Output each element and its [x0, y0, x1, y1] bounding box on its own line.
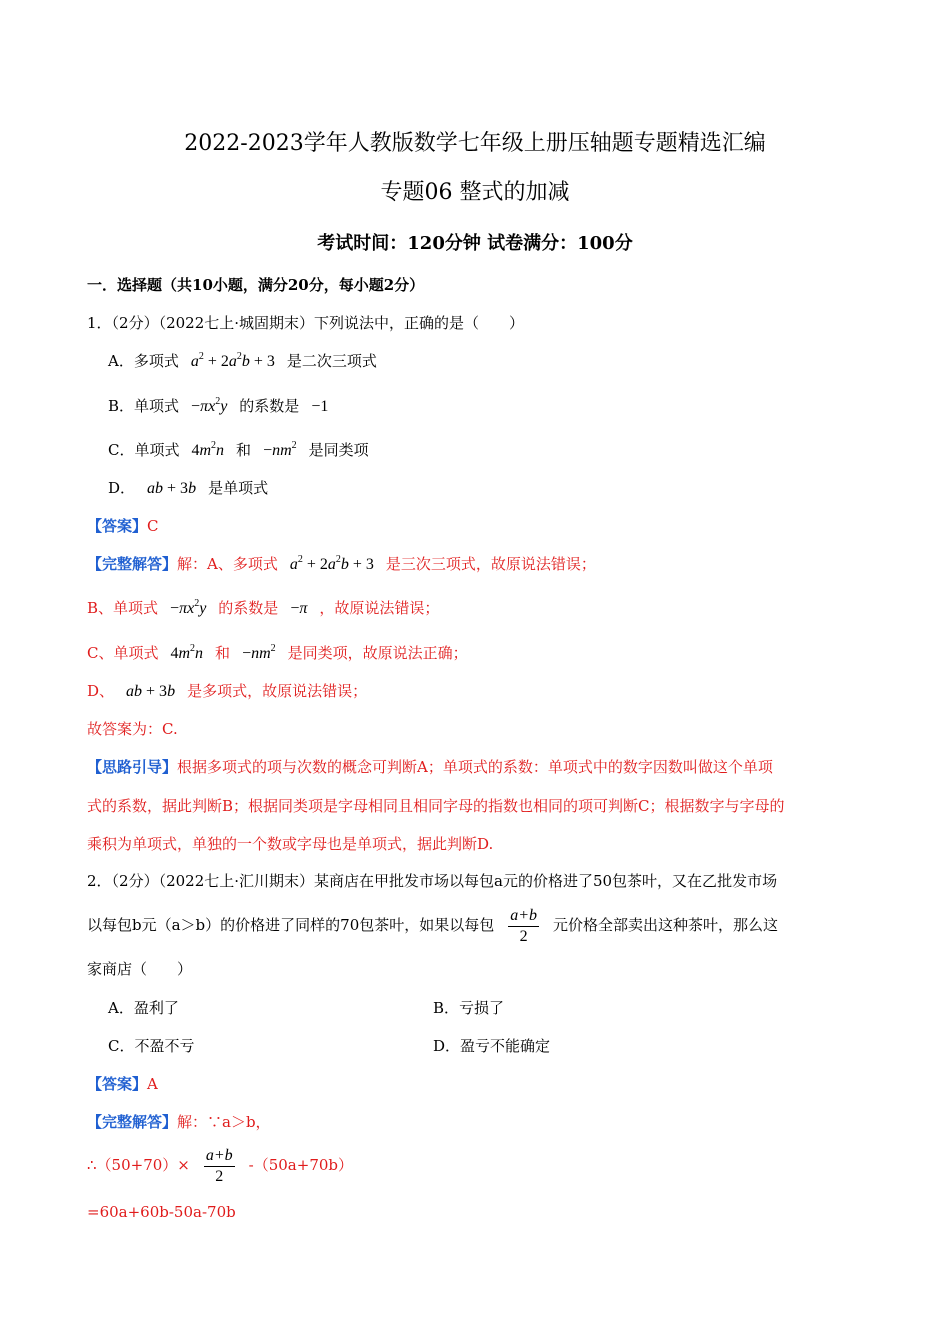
q2-stem-fraction-den: 2	[519, 927, 528, 945]
q1-solution-c-tail: 是同类项，故原说法正确；	[287, 644, 468, 662]
q2-stem-line3: 家商店（ ）	[87, 960, 193, 978]
q2-stem-fraction	[508, 906, 539, 947]
q1-solution-b-mid: 的系数是	[218, 599, 279, 617]
q1-solution-b-pre: B、单项式	[87, 599, 159, 617]
q1-solution-b-value: −π	[290, 600, 308, 617]
q1-guide-text1: 根据多项式的项与次数的概念可判断A；单项式的系数：单项式中的数字因数叫做这个单项	[177, 758, 773, 776]
q2-solution-line1	[87, 1111, 863, 1133]
q2-stem-line2	[87, 905, 863, 947]
q1-solution-c-and: 和	[215, 644, 231, 662]
q1-solution-d-pre: D、	[87, 682, 115, 700]
q2-option-c: C．不盈不亏	[108, 1037, 195, 1055]
q1-solution-c-pre: C、单项式	[87, 644, 159, 662]
q1-option-d-text: 是单项式	[208, 479, 269, 497]
q1-solution-b	[87, 597, 863, 620]
q2-option-a: A．盈利了	[108, 999, 179, 1017]
q1-solution-d-tail: 是多项式，故原说法错误；	[187, 682, 368, 700]
q1-solution-d	[87, 680, 863, 703]
q1-option-d	[108, 477, 863, 500]
exam-info: 考试时间：120分钟 试卷满分：100分	[317, 233, 633, 254]
q1-option-a-text: 是二次三项式	[286, 352, 377, 370]
q2-solution-fraction	[204, 1146, 235, 1187]
q1-solution-a	[87, 553, 863, 576]
q1-option-b-label: B．单项式	[108, 397, 180, 415]
q1-option-b-formula: $-\pi x^2y$	[191, 396, 228, 415]
q2-solution-tag: 【完整解答】	[87, 1113, 178, 1131]
q1-option-a-label: A．多项式	[108, 352, 179, 370]
q2-solution-line3: =60a+60b-50a-70b	[87, 1203, 236, 1221]
q1-guide-line2: 式的系数，据此判断B；根据同类项是字母相同且相同字母的指数也相同的项可判断C；根据数字与字母的	[87, 797, 785, 815]
q2-solution-text1: 解：∵a＞b，	[177, 1113, 271, 1131]
q1-stem: 1．（2分）（2022七上·城固期末）下列说法中，正确的是（ ）	[87, 314, 525, 332]
q2-option-b: B．亏损了	[433, 999, 505, 1017]
q1-solution-d-formula: ab + 3b	[126, 683, 176, 700]
q1-option-c-label: C．单项式	[108, 441, 180, 459]
q1-option-a-formula: $a^2 + 2a^2b + 3$	[190, 351, 275, 370]
q2-answer-value: A	[147, 1075, 158, 1093]
q1-solution-a-formula: $a^2 + 2a^2b + 3$	[289, 554, 374, 573]
q2-solution-fraction-den: 2	[215, 1167, 224, 1185]
q1-conclusion: 故答案为：C.	[87, 720, 178, 738]
q2-answer	[87, 1073, 863, 1095]
document-subtitle: 专题06 整式的加减	[380, 180, 570, 205]
q1-option-c-text: 是同类项	[308, 441, 369, 459]
q1-solution-b-tail: ，故原说法错误；	[319, 599, 440, 617]
q1-option-b-text: 的系数是	[239, 397, 300, 415]
q2-option-d: D．盈亏不能确定	[433, 1037, 551, 1055]
q2-solution-line2-post: -（50a+70b）	[248, 1156, 354, 1174]
q1-solution-tag: 【完整解答】	[87, 555, 178, 573]
q1-solution-c	[87, 642, 863, 665]
q1-solution-c-formula1: $4m^2n$	[170, 643, 204, 662]
q1-option-c-formula2: $-nm^2$	[263, 440, 297, 459]
q1-option-c-formula1: $4m^2n$	[191, 440, 225, 459]
q1-answer-tag: 【答案】	[87, 517, 148, 535]
q1-solution-b-formula: $-\pi x^2y$	[170, 598, 207, 617]
q2-stem-line2-pre: 以每包b元（a＞b）的价格进了同样的70包茶叶，如果以每包	[87, 916, 495, 934]
section-heading: 一．选择题（共10小题，满分20分，每小题2分）	[87, 276, 425, 294]
q1-answer-value: C	[147, 517, 159, 535]
q1-answer	[87, 515, 863, 537]
q1-option-c	[108, 439, 863, 462]
q2-answer-tag: 【答案】	[87, 1075, 148, 1093]
q1-guide-line3: 乘积为单项式，单独的一个数或字母也是单项式，据此判断D.	[87, 835, 494, 853]
document-title: 2022-2023学年人教版数学七年级上册压轴题专题精选汇编	[184, 131, 766, 156]
q1-option-b	[108, 395, 863, 418]
q1-option-c-and: 和	[236, 441, 252, 459]
q1-option-b-value: −1	[311, 398, 329, 415]
q2-solution-line2	[87, 1145, 863, 1187]
q1-guide-tag: 【思路引导】	[87, 758, 178, 776]
q2-solution-fraction-num: a+b	[204, 1146, 235, 1167]
q1-solution-c-formula2: $-nm^2$	[242, 643, 276, 662]
q2-stem-line1: 2．（2分）（2022七上·汇川期末）某商店在甲批发市场以每包a元的价格进了50包茶叶，又在乙批发市场	[87, 872, 778, 890]
q1-option-d-label: D．	[108, 479, 136, 497]
q1-guide-line1	[87, 756, 863, 778]
q1-option-a	[108, 350, 863, 373]
q1-solution-a-pre: 解：A、多项式	[177, 555, 278, 573]
q1-option-d-formula: ab + 3b	[147, 480, 197, 497]
q2-stem-fraction-num: a+b	[508, 906, 539, 927]
q2-stem-line2-post: 元价格全部卖出这种茶叶，那么这	[553, 916, 779, 934]
q2-solution-line2-pre: ∴（50+70）×	[87, 1156, 190, 1174]
q1-solution-a-tail: 是三次三项式，故原说法错误；	[385, 555, 596, 573]
